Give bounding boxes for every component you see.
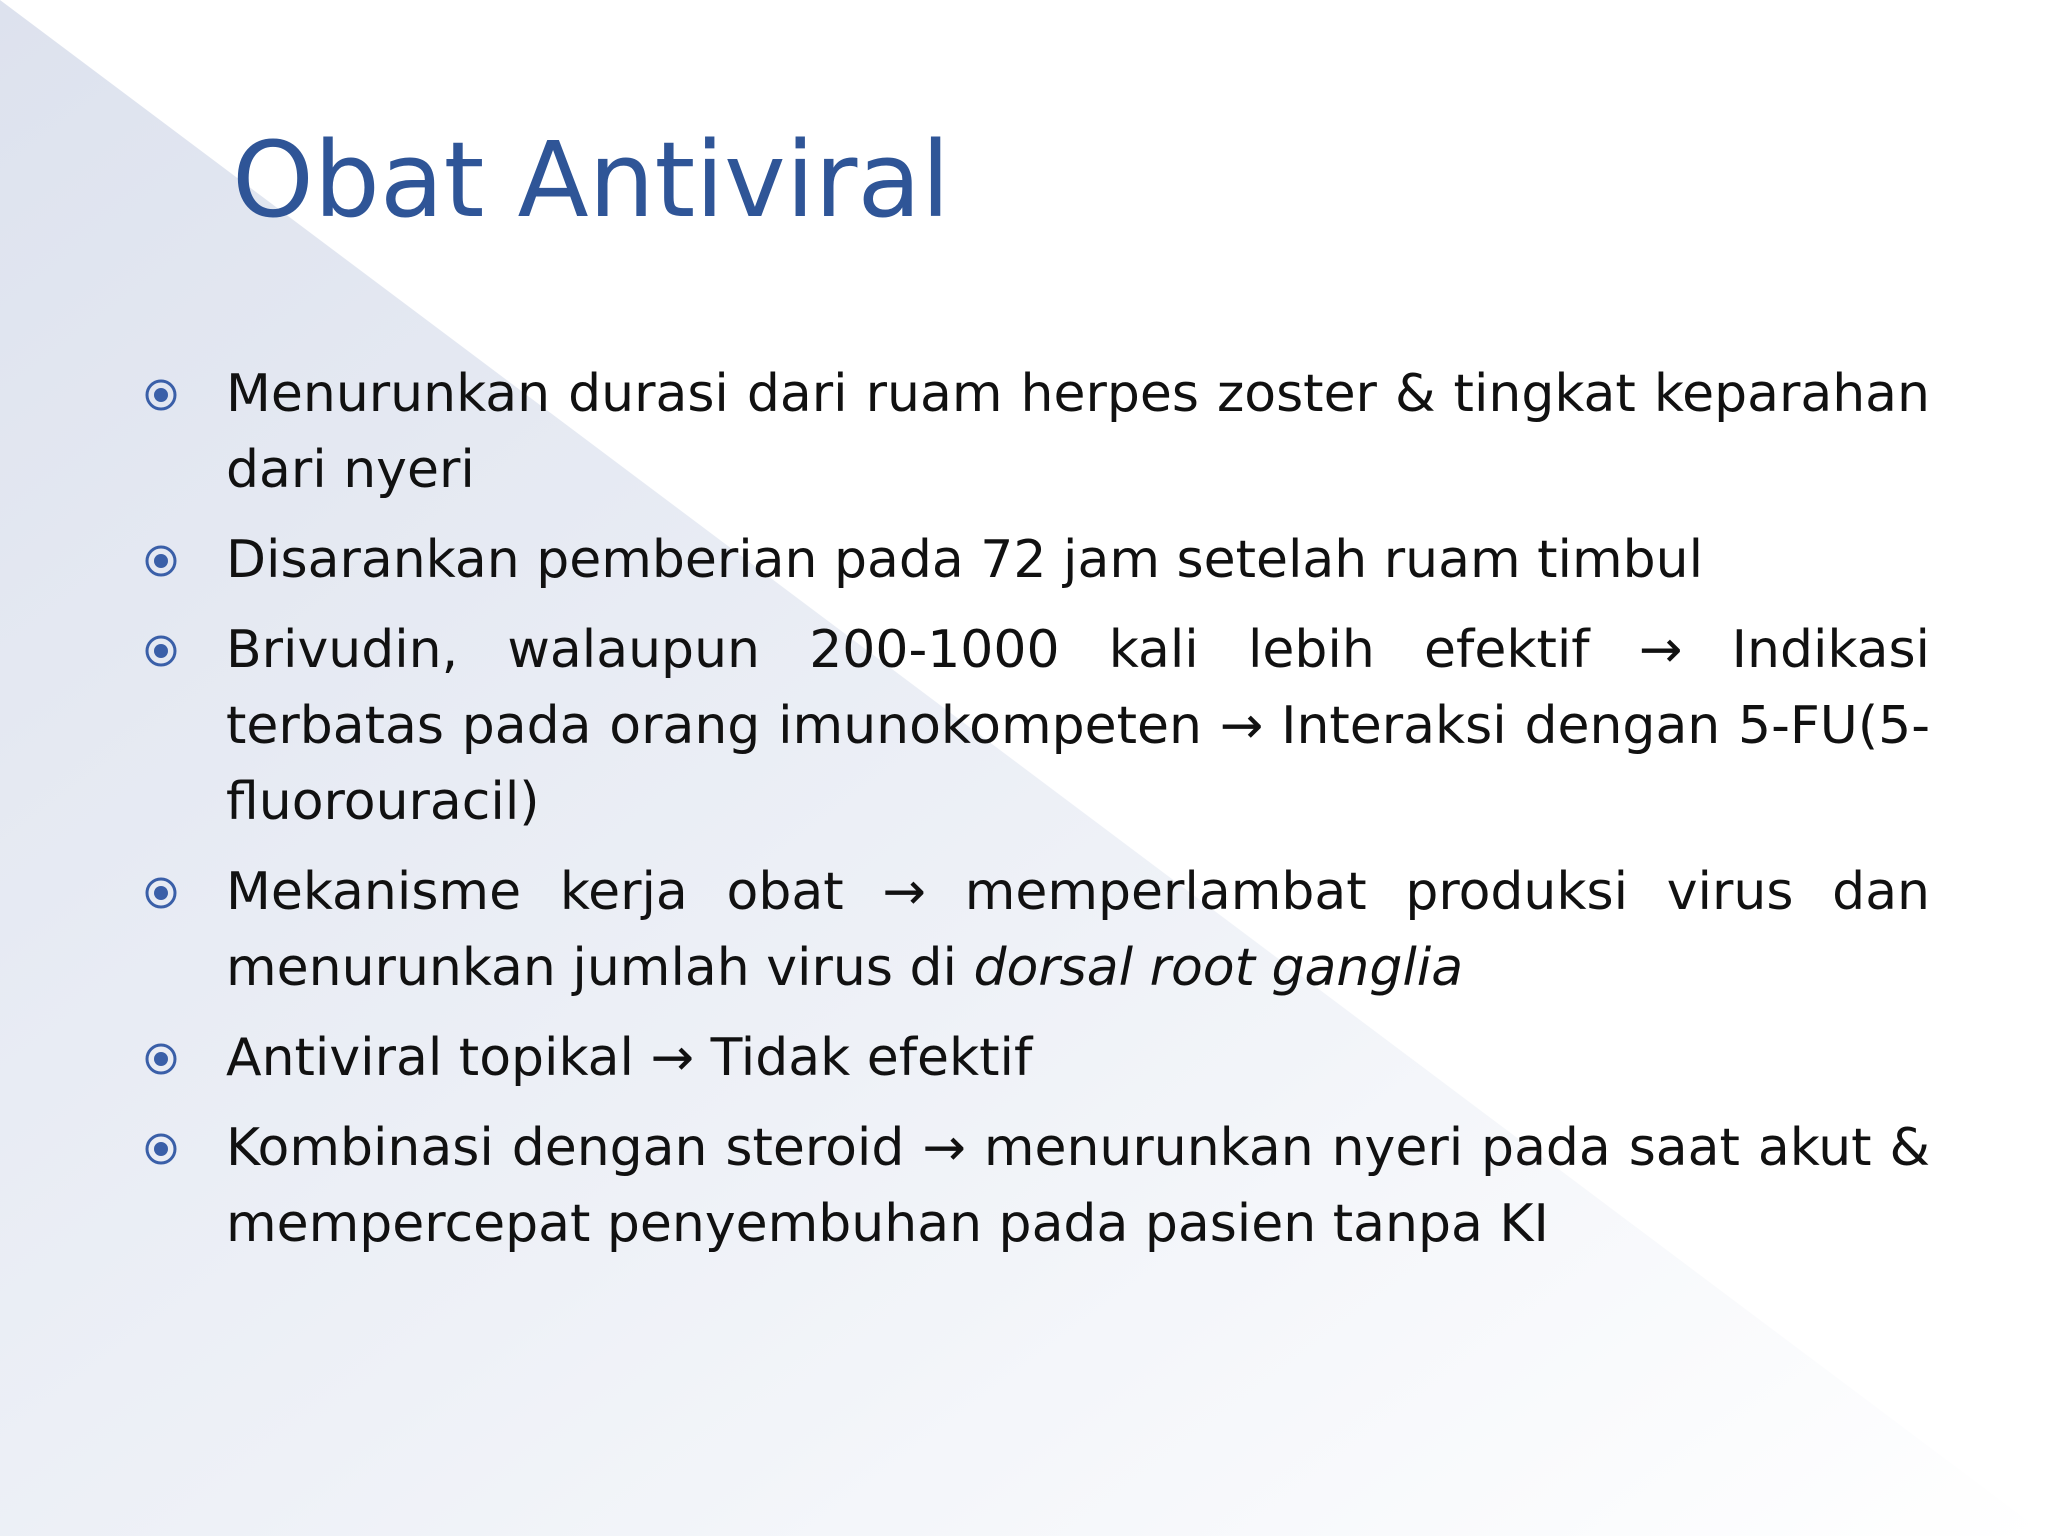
radio-circle-icon (144, 634, 178, 668)
bullet-italic-text: dorsal root ganglia (973, 938, 1464, 998)
radio-circle-icon (144, 544, 178, 578)
bullet-text: Antiviral topikal (226, 1028, 634, 1088)
bullet-item (140, 1020, 1930, 1096)
bullet-text: Indikasi terbatas pada orang imunokompeten (226, 620, 1931, 756)
bullet-item (140, 612, 1930, 840)
bullet-text: Mekanisme kerja obat (226, 862, 844, 922)
arrow-icon: → (922, 1118, 966, 1178)
bullet-text: Disarankan pemberian pada 72 jam setelah ruam timbul (226, 530, 1704, 590)
arrow-icon: → (1638, 620, 1683, 680)
bullet-text: Brivudin, walaupun 200-1000 kali lebih efektif (226, 620, 1590, 680)
bullet-text: Menurunkan durasi dari ruam herpes zoster & tingkat keparahan dari nyeri (226, 364, 1930, 500)
bullet-text: menurunkan nyeri pada saat akut & mempercepat penyembuhan pada pasien tanpa KI (226, 1118, 1931, 1254)
radio-circle-icon (144, 1042, 178, 1076)
arrow-icon: → (650, 1028, 695, 1088)
bullet-item (140, 854, 1930, 1006)
slide-title: Obat Antiviral (232, 119, 950, 241)
bullet-text: Interaksi dengan 5-FU(5-fluorouracil) (226, 696, 1930, 832)
bullet-text: Kombinasi dengan steroid (226, 1118, 905, 1178)
bullet-list (140, 356, 1930, 1276)
bullet-item (140, 522, 1930, 598)
radio-circle-icon (144, 378, 178, 412)
arrow-icon: → (882, 862, 926, 922)
bullet-text: memperlambat produksi virus dan menurunkan jumlah virus di (226, 862, 1931, 998)
radio-circle-icon (144, 1132, 178, 1166)
bullet-item (140, 1110, 1930, 1262)
bullet-text: Tidak efektif (710, 1028, 1033, 1088)
arrow-icon: → (1219, 696, 1264, 756)
bullet-item (140, 356, 1930, 508)
radio-circle-icon (144, 876, 178, 910)
